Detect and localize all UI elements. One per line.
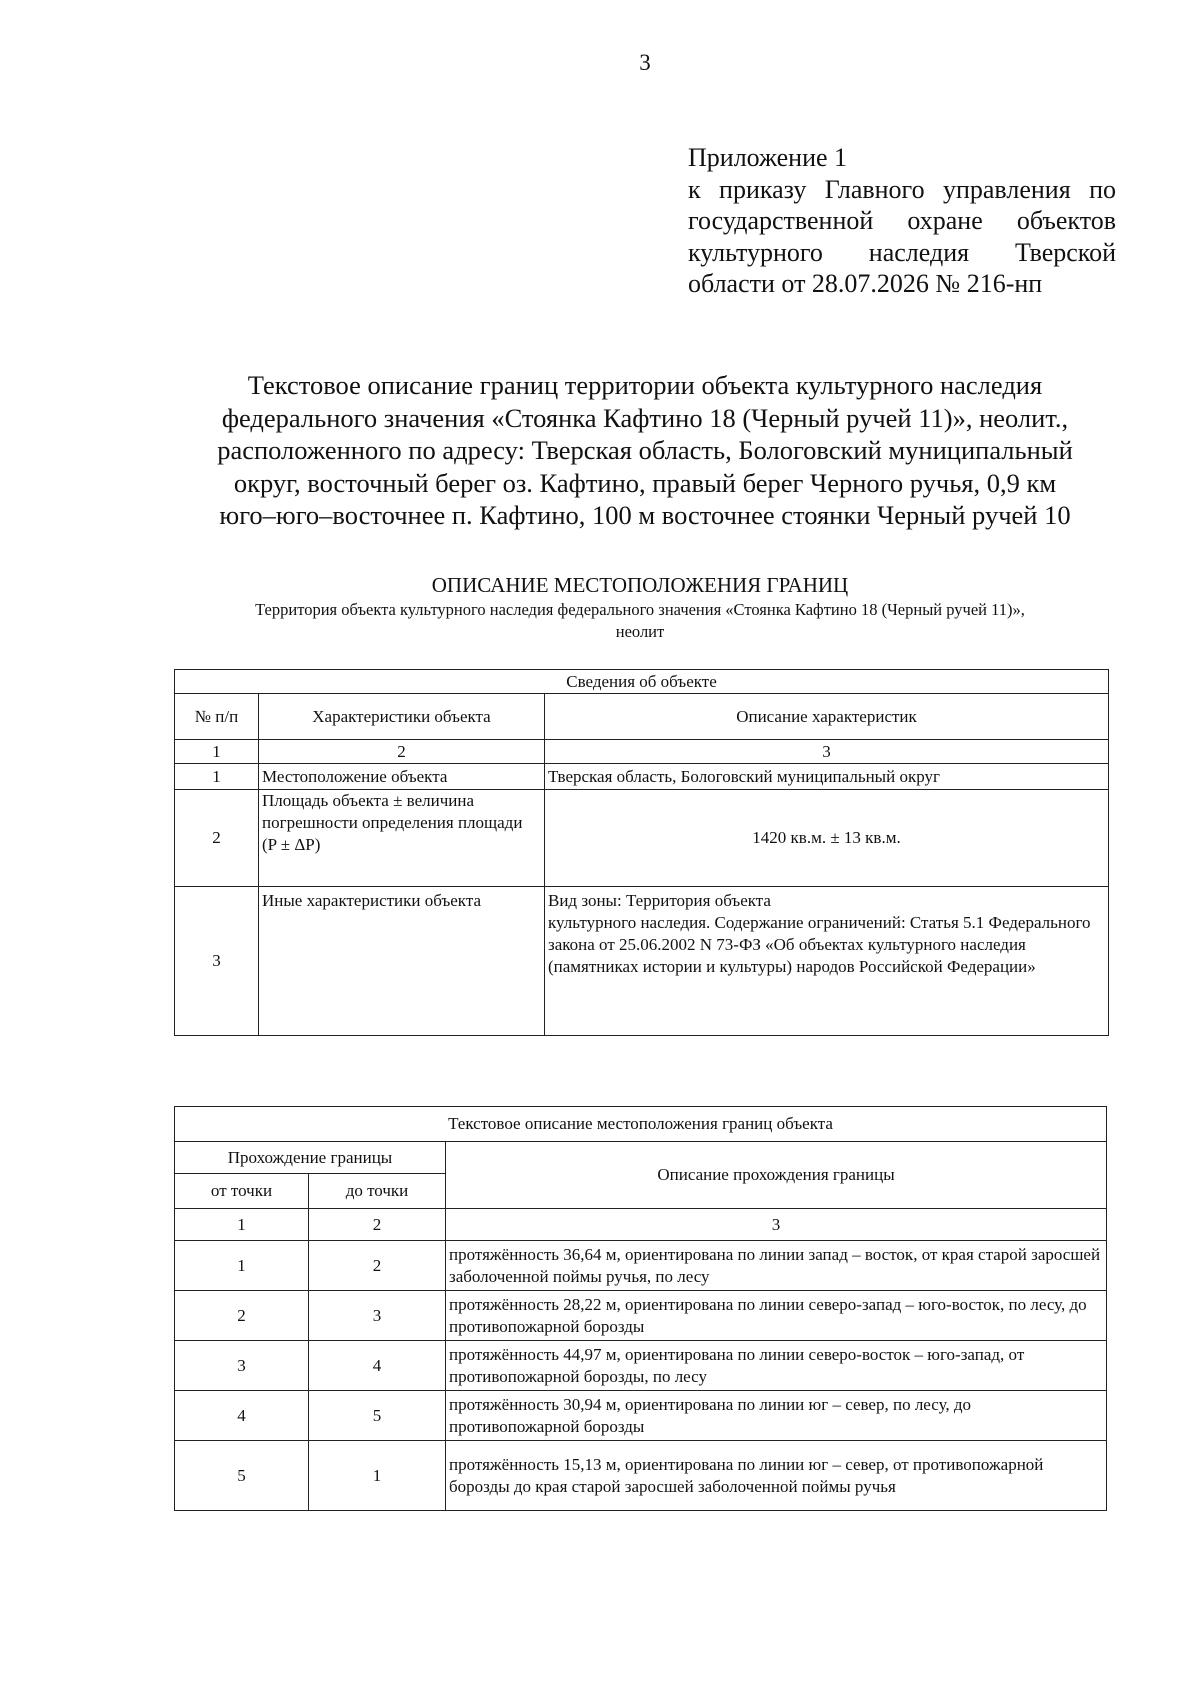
index-cell: 3 [446, 1209, 1107, 1241]
title-line: юго–юго–восточнее п. Кафтино, 100 м восточнее стоянки Черный ручей 10 [219, 500, 1071, 530]
row-to: 1 [309, 1441, 446, 1511]
row-characteristic: Площадь объекта ± величина погрешности определения площади (P ± ΔP) [259, 790, 545, 887]
row-from: 3 [175, 1341, 309, 1391]
table-caption: Текстовое описание местоположения границ объекта [175, 1107, 1107, 1142]
subheading-line: неолит [615, 622, 665, 641]
row-description [545, 887, 1109, 1036]
header-num: № п/п [175, 694, 259, 740]
table-caption: Сведения об объекте [175, 670, 1109, 694]
row-description: протяжённость 44,97 м, ориентирована по линии северо-восток – юго-запад, от противопожарной борозды, по лесу [446, 1341, 1107, 1391]
table-row [175, 1241, 1107, 1291]
index-cell: 1 [175, 740, 259, 764]
table-row [175, 1291, 1107, 1341]
row-characteristic: Иные характеристики объекта [259, 887, 545, 1036]
row-description: Тверская область, Бологовский муниципальный округ [545, 764, 1109, 790]
row-to: 2 [309, 1241, 446, 1291]
table-row [175, 1391, 1107, 1441]
row-description: протяжённость 15,13 м, ориентирована по линии юг – север, от противопожарной борозды до края старой заросшей заболоченной поймы ручья [446, 1441, 1107, 1511]
title-line: округ, восточный берег оз. Кафтино, правый берег Черного ручья, 0,9 км [233, 467, 1057, 498]
title-line: расположенного по адресу: Тверская область, Бологовский муниципальный [217, 435, 1073, 465]
appendix-block [688, 142, 1116, 300]
appendix-line: государственной охране объектов [688, 206, 1116, 235]
row-description: протяжённость 28,22 м, ориентирована по линии северо-запад – юго-восток, по лесу, до противопожарной борозды [446, 1291, 1107, 1341]
header-description: Описание прохождения границы [446, 1142, 1107, 1209]
table-row [175, 1341, 1107, 1391]
table-row [175, 790, 1109, 887]
row-description: 1420 кв.м. ± 13 кв.м. [545, 790, 1109, 887]
row-num: 3 [175, 887, 259, 1036]
title-line: федерального значения «Стоянка Кафтино 18 (Черный ручей 11)», неолит., [221, 402, 1069, 433]
header-description: Описание характеристик [545, 694, 1109, 740]
appendix-line: к приказу Главного управления по [688, 174, 1116, 204]
table-row [175, 1441, 1107, 1511]
row-num: 2 [175, 790, 259, 887]
row-description: протяжённость 30,94 м, ориентирована по линии юг – север, по лесу, до противопожарной борозды [446, 1391, 1107, 1441]
section-subheading [160, 599, 1120, 643]
document-title [150, 369, 1140, 532]
boundary-description-table [174, 1106, 1107, 1511]
index-cell: 1 [175, 1209, 309, 1241]
row-from: 1 [175, 1241, 309, 1291]
index-cell: 2 [259, 740, 545, 764]
row-to: 5 [309, 1391, 446, 1441]
appendix-line: области от 28.07.2026 № 216-нп [688, 269, 1043, 298]
row-description: протяжённость 36,64 м, ориентирована по линии запад – восток, от края старой заросшей заболоченной поймы ручья, по лесу [446, 1241, 1107, 1291]
header-characteristic: Характеристики объекта [259, 694, 545, 740]
row-from: 2 [175, 1291, 309, 1341]
section-heading: ОПИСАНИЕ МЕСТОПОЛОЖЕНИЯ ГРАНИЦ [431, 573, 849, 597]
index-cell: 3 [545, 740, 1109, 764]
row-from: 5 [175, 1441, 309, 1511]
row-to: 4 [309, 1341, 446, 1391]
object-info-table [174, 669, 1109, 1036]
appendix-line: Приложение 1 [688, 143, 848, 172]
table-row [175, 887, 1109, 1036]
index-cell: 2 [309, 1209, 446, 1241]
description-text: культурного наследия. Содержание ограничений: Статья 5.1 Федерального закона от 25.06.2002 N 73-ФЗ «Об объектах культурного наследия (памятниках истории и культуры) народов Российской Федерации» [548, 913, 1091, 976]
header-to: до точки [309, 1174, 446, 1209]
table-row [175, 764, 1109, 790]
description-line: Вид зоны: Территория объекта [548, 891, 771, 910]
header-passage: Прохождение границы [175, 1142, 446, 1174]
row-from: 4 [175, 1391, 309, 1441]
row-num: 1 [175, 764, 259, 790]
page-number: 3 [639, 50, 651, 75]
appendix-line: культурного наследия Тверской [688, 237, 1116, 267]
title-line: Текстовое описание границ территории объекта культурного наследия [247, 370, 1043, 400]
row-characteristic: Местоположение объекта [259, 764, 545, 790]
header-from: от точки [175, 1174, 309, 1209]
subheading-line: Территория объекта культурного наследия федерального значения «Стоянка Кафтино 18 (Черный ручей 11)», [255, 600, 1025, 619]
row-to: 3 [309, 1291, 446, 1341]
